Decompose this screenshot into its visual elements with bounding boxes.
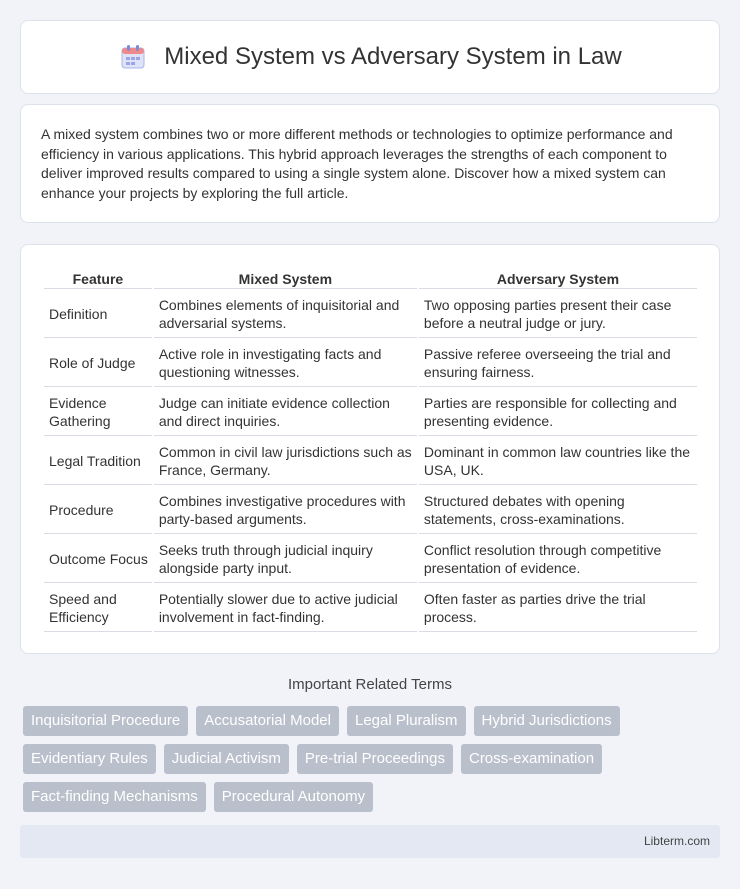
- adversary-cell: Structured debates with opening statements, cross-examinations.: [419, 487, 697, 534]
- tag-fact-finding-mechanisms[interactable]: Fact-finding Mechanisms: [23, 782, 206, 812]
- table-row: [44, 389, 697, 436]
- related-terms-tags: [23, 706, 723, 812]
- footer: [20, 825, 720, 858]
- table-header-row: [44, 267, 697, 289]
- tag-inquisitorial-procedure[interactable]: Inquisitorial Procedure: [23, 706, 188, 736]
- header-feature: Feature: [44, 267, 152, 289]
- feature-cell: Procedure: [44, 487, 152, 534]
- intro-card: [20, 104, 720, 223]
- mixed-cell: Potentially slower due to active judicial involvement in fact-finding.: [154, 585, 417, 632]
- adversary-cell: Conflict resolution through competitive presentation of evidence.: [419, 536, 697, 583]
- table-row: [44, 340, 697, 387]
- header-adversary-system: Adversary System: [419, 267, 697, 289]
- feature-cell: Outcome Focus: [44, 536, 152, 583]
- tag-hybrid-jurisdictions[interactable]: Hybrid Jurisdictions: [474, 706, 620, 736]
- mixed-cell: Common in civil law jurisdictions such as France, Germany.: [154, 438, 417, 485]
- mixed-cell: Judge can initiate evidence collection and direct inquiries.: [154, 389, 417, 436]
- tag-evidentiary-rules[interactable]: Evidentiary Rules: [23, 744, 156, 774]
- mixed-cell: Active role in investigating facts and questioning witnesses.: [154, 340, 417, 387]
- feature-cell: Role of Judge: [44, 340, 152, 387]
- table-card: [20, 244, 720, 654]
- adversary-cell: Often faster as parties drive the trial process.: [419, 585, 697, 632]
- table-row: [44, 585, 697, 632]
- related-terms-title: Important Related Terms: [288, 676, 452, 693]
- tag-procedural-autonomy[interactable]: Procedural Autonomy: [214, 782, 373, 812]
- mixed-cell: Combines elements of inquisitorial and adversarial systems.: [154, 291, 417, 338]
- tag-pre-trial-proceedings[interactable]: Pre-trial Proceedings: [297, 744, 453, 774]
- feature-cell: Legal Tradition: [44, 438, 152, 485]
- comparison-table: [42, 265, 699, 634]
- adversary-cell: Parties are responsible for collecting and presenting evidence.: [419, 389, 697, 436]
- tag-legal-pluralism[interactable]: Legal Pluralism: [347, 706, 466, 736]
- tag-accusatorial-model[interactable]: Accusatorial Model: [196, 706, 339, 736]
- adversary-cell: Dominant in common law countries like the USA, UK.: [419, 438, 697, 485]
- tag-cross-examination[interactable]: Cross-examination: [461, 744, 602, 774]
- feature-cell: Speed and Efficiency: [44, 585, 152, 632]
- calendar-icon: [118, 42, 148, 72]
- adversary-cell: Passive referee overseeing the trial and ensuring fairness.: [419, 340, 697, 387]
- intro-text: A mixed system combines two or more different methods or technologies to optimize performance and efficiency in various applications. This hybrid approach leverages the strengths of each component to deliver improved results compared to using a single system alone. Discover how a mixed system can enhance your projects by exploring the full article.: [41, 126, 673, 201]
- feature-cell: Evidence Gathering: [44, 389, 152, 436]
- footer-link[interactable]: Libterm.com: [643, 834, 710, 848]
- header-card: [20, 20, 720, 94]
- mixed-cell: Seeks truth through judicial inquiry alongside party input.: [154, 536, 417, 583]
- table-row: [44, 438, 697, 485]
- header-mixed-system: Mixed System: [154, 267, 417, 289]
- adversary-cell: Two opposing parties present their case before a neutral judge or jury.: [419, 291, 697, 338]
- mixed-cell: Combines investigative procedures with party-based arguments.: [154, 487, 417, 534]
- feature-cell: Definition: [44, 291, 152, 338]
- page-title: Mixed System vs Adversary System in Law: [164, 43, 622, 70]
- title-wrap: [118, 42, 621, 72]
- table-row: [44, 487, 697, 534]
- table-row: [44, 536, 697, 583]
- table-row: [44, 291, 697, 338]
- tag-judicial-activism[interactable]: Judicial Activism: [164, 744, 289, 774]
